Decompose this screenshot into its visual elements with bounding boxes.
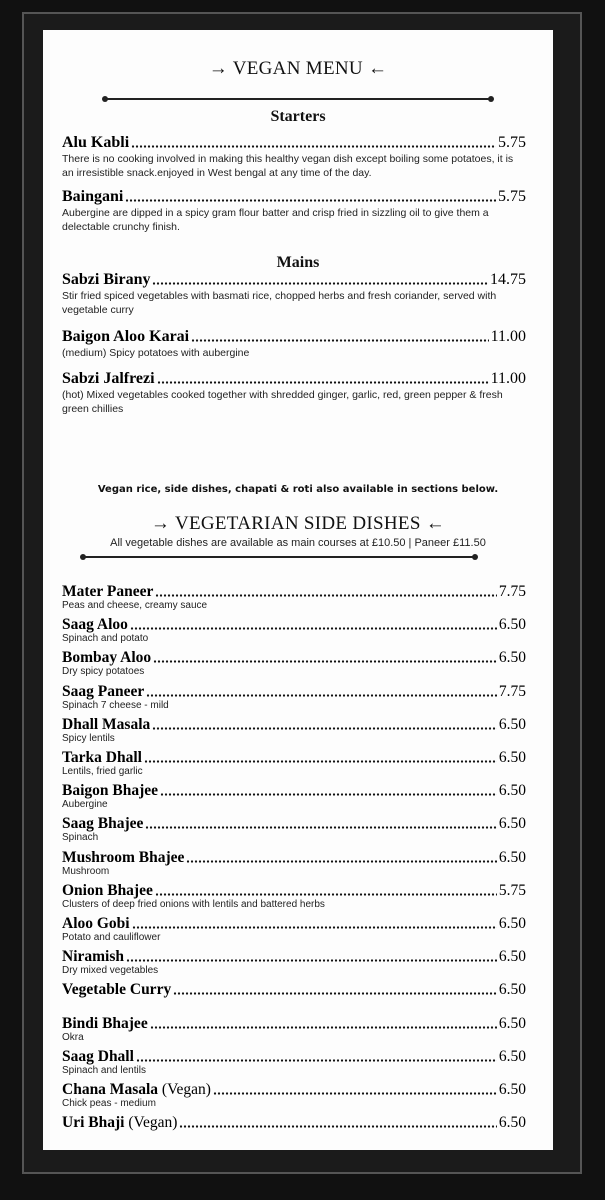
menu-item	[62, 1015, 526, 1043]
side-dishes-title	[43, 513, 553, 535]
menu-item-row	[62, 370, 526, 388]
dot-leader	[152, 282, 488, 285]
side-dishes-title-text: VEGETARIAN SIDE DISHES	[174, 513, 421, 534]
menu-item-row	[62, 271, 526, 289]
menu-item-price: 6.50	[498, 948, 526, 966]
dot-leader	[136, 1059, 497, 1062]
menu-item-suffix: (Vegan)	[128, 1114, 178, 1132]
menu-item	[62, 948, 526, 976]
menu-item-price: 6.50	[498, 1114, 526, 1132]
menu-item	[62, 328, 526, 360]
dot-leader	[146, 694, 497, 697]
dot-leader	[125, 199, 496, 202]
menu-item-name	[62, 1081, 211, 1099]
menu-item-description: There is no cooking involved in making this healthy vegan dish except boiling some potatoes, it is an irresistible snack.enjoyed in West bengal at any time of the day.	[62, 153, 514, 179]
menu-item-name-text: Baingani	[62, 188, 124, 205]
menu-item-name-text: Saag Paneer	[62, 682, 145, 700]
menu-item-price: 6.50	[498, 749, 526, 766]
menu-item-row	[62, 328, 526, 346]
mains-heading: Mains	[276, 254, 320, 271]
dot-leader	[152, 727, 497, 730]
menu-item-row	[62, 583, 526, 601]
menu-item	[62, 815, 526, 843]
menu-item-name-text: Mater Paneer	[62, 583, 154, 600]
menu-item-name	[62, 981, 171, 999]
menu-item-name-text: Sabzi Birany	[62, 271, 151, 288]
menu-item	[62, 1114, 526, 1132]
menu-item	[62, 271, 526, 317]
menu-item-description: Mushroom	[62, 865, 110, 877]
menu-item-price: 6.50	[498, 981, 526, 999]
menu-card	[43, 30, 553, 1150]
menu-item-row	[62, 948, 526, 966]
menu-item-price: 11.00	[490, 328, 526, 345]
menu-item-row	[62, 782, 526, 800]
menu-item-description: Potato and cauliflower	[62, 932, 161, 943]
side-dishes-subtitle: All vegetable dishes are available as main courses at £10.50 | Paneer £11.50	[110, 537, 486, 549]
menu-item-price: 6.50	[498, 1014, 526, 1032]
menu-item-name	[62, 583, 153, 601]
menu-item	[62, 1081, 526, 1109]
menu-item-description: Dry mixed vegetables	[62, 965, 159, 977]
menu-item	[62, 583, 526, 611]
menu-item-row	[62, 1081, 526, 1099]
menu-item-name	[62, 948, 124, 966]
menu-item-description: Spinach 7 cheese - mild	[62, 699, 169, 711]
menu-item	[62, 649, 526, 677]
menu-item	[62, 981, 526, 999]
menu-item-price: 5.75	[498, 134, 526, 151]
menu-item-description: Dry spicy potatoes	[62, 666, 145, 678]
menu-item-name	[62, 134, 129, 152]
dot-leader	[191, 339, 488, 342]
menu-item-name	[62, 370, 155, 388]
menu-item-name	[62, 915, 130, 933]
menu-item-name-text: Baigon Bhajee	[62, 782, 159, 800]
dot-leader	[126, 959, 497, 962]
menu-item-name	[62, 716, 150, 734]
menu-item-name	[62, 188, 123, 206]
arrow-right-icon: →	[208, 58, 229, 79]
menu-item-description: (hot) Mixed vegetables cooked together with shredded ginger, garlic, red, green pepper & fresh green chillies	[62, 389, 503, 415]
menu-item-description: Spinach and potato	[62, 633, 149, 645]
menu-item-name-text: Vegetable Curry	[62, 981, 172, 999]
menu-item-price: 5.75	[498, 881, 526, 899]
menu-item-name-text: Bombay Aloo	[62, 649, 152, 667]
menu-item-row	[62, 849, 526, 867]
vegan-note: Vegan rice, side dishes, chapati & roti also available in sections below.	[97, 484, 499, 495]
dot-leader	[157, 381, 489, 384]
menu-item-name	[62, 1114, 177, 1132]
menu-item-row	[62, 1015, 526, 1033]
menu-item-name	[62, 616, 128, 634]
menu-item-description: (medium) Spicy potatoes with aubergine	[62, 347, 250, 359]
menu-item-name	[62, 1015, 148, 1033]
menu-item-name-text: Saag Aloo	[62, 616, 128, 634]
menu-item	[62, 849, 526, 877]
menu-item-row	[62, 716, 526, 734]
menu-item-description: Stir fried spiced vegetables with basmati rice, chopped herbs and fresh coriander, served with vegetable curry	[62, 290, 497, 316]
menu-item-description: Spicy lentils	[62, 732, 115, 744]
menu-item-name-text: Niramish	[62, 948, 124, 966]
dot-leader	[131, 145, 496, 148]
vegan-menu-title	[43, 58, 553, 80]
menu-item	[62, 134, 526, 180]
menu-item-row	[62, 815, 526, 833]
menu-item-name-text: Aloo Gobi	[62, 915, 130, 932]
menu-item-price: 11.00	[490, 370, 526, 387]
menu-item-name	[62, 882, 153, 900]
menu-item-row	[62, 134, 526, 152]
menu-item	[62, 782, 526, 810]
menu-item	[62, 188, 526, 234]
dot-leader	[150, 1026, 497, 1029]
menu-item-row	[62, 188, 526, 206]
menu-item-price: 6.50	[498, 715, 526, 733]
menu-item-name-text: Tarka Dhall	[62, 749, 142, 766]
menu-item	[62, 915, 526, 943]
dot-leader	[213, 1092, 497, 1095]
starters-heading: Starters	[270, 108, 326, 125]
menu-item-price: 6.50	[498, 1081, 526, 1098]
menu-item	[62, 749, 526, 777]
dot-leader	[155, 893, 497, 896]
menu-item-description: Lentils, fried garlic	[62, 766, 143, 777]
menu-item-description: Clusters of deep fried onions with lentils and battered herbs	[62, 898, 325, 910]
menu-item	[62, 683, 526, 711]
menu-item-price: 7.75	[498, 583, 526, 600]
vegan-menu-title-text: VEGAN MENU	[232, 58, 363, 79]
menu-item	[62, 1048, 526, 1076]
dot-leader	[155, 594, 497, 597]
menu-item-price: 6.50	[498, 782, 526, 800]
menu-item-name-text: Saag Bhajee	[62, 815, 144, 833]
menu-item-name-text: Bindi Bhajee	[62, 1014, 148, 1032]
menu-item-name	[62, 849, 184, 867]
menu-item-price: 6.50	[498, 848, 526, 866]
menu-item-description: Spinach	[62, 832, 99, 844]
menu-item-description: Okra	[62, 1031, 84, 1043]
menu-item-name-text: Dhall Masala	[62, 715, 151, 733]
menu-item-price: 6.50	[498, 815, 526, 833]
menu-item-name-text: Sabzi Jalfrezi	[62, 370, 155, 387]
divider	[105, 98, 491, 100]
menu-item-name-text: Uri Bhaji	[62, 1114, 125, 1132]
dot-leader	[144, 760, 497, 763]
menu-item-price: 14.75	[490, 271, 526, 288]
menu-item-price: 6.50	[498, 616, 526, 634]
menu-item-name-text: Onion Bhajee	[62, 881, 153, 899]
menu-item-name	[62, 328, 189, 346]
menu-item-row	[62, 915, 526, 933]
menu-item-row	[62, 749, 526, 767]
menu-item-description: Peas and cheese, creamy sauce	[62, 600, 208, 611]
menu-item-suffix: (Vegan)	[161, 1081, 211, 1098]
menu-item-name-text: Baigon Aloo Karai	[62, 328, 190, 345]
menu-item-row	[62, 1114, 526, 1132]
menu-item-price: 7.75	[498, 682, 526, 700]
arrow-right-icon: →	[150, 513, 171, 534]
menu-item-row	[62, 683, 526, 701]
menu-item-name-text: Chana Masala	[62, 1081, 159, 1098]
menu-item-row	[62, 616, 526, 634]
menu-item-row	[62, 1048, 526, 1066]
divider	[83, 556, 475, 558]
menu-item-description: Aubergine	[62, 799, 108, 811]
arrow-left-icon: ←	[367, 58, 388, 79]
dot-leader	[160, 793, 497, 796]
menu-item-name	[62, 683, 144, 701]
menu-item-name	[62, 782, 158, 800]
dot-leader	[130, 627, 497, 630]
dot-leader	[173, 992, 497, 995]
dot-leader	[186, 860, 496, 863]
arrow-left-icon: ←	[425, 513, 446, 534]
menu-item-row	[62, 649, 526, 667]
menu-item-name	[62, 1048, 134, 1066]
menu-item-name-text: Mushroom Bhajee	[62, 848, 185, 866]
menu-item-description: Spinach and lentils	[62, 1064, 146, 1076]
menu-item-description: Aubergine are dipped in a spicy gram flour batter and crisp fried in sizzling oil to give them a delectable crunchy finish.	[62, 207, 489, 233]
menu-item-name	[62, 815, 143, 833]
menu-item-row	[62, 882, 526, 900]
dot-leader	[132, 926, 497, 929]
menu-item-price: 6.50	[498, 1047, 526, 1065]
menu-item-name	[62, 749, 142, 767]
dot-leader	[153, 660, 497, 663]
menu-item-description: Chick peas - medium	[62, 1098, 156, 1109]
menu-item-price: 6.50	[498, 915, 526, 932]
menu-item	[62, 882, 526, 910]
dot-leader	[145, 826, 497, 829]
menu-item-row	[62, 981, 526, 999]
dot-leader	[179, 1125, 497, 1128]
menu-item-name-text: Alu Kabli	[62, 134, 130, 151]
menu-item	[62, 716, 526, 744]
menu-item	[62, 370, 526, 416]
menu-item-price: 6.50	[498, 649, 526, 667]
menu-item-name-text: Saag Dhall	[62, 1047, 134, 1065]
menu-item-name	[62, 649, 151, 667]
menu-item-name	[62, 271, 150, 289]
menu-item	[62, 616, 526, 644]
menu-item-price: 5.75	[498, 188, 526, 205]
